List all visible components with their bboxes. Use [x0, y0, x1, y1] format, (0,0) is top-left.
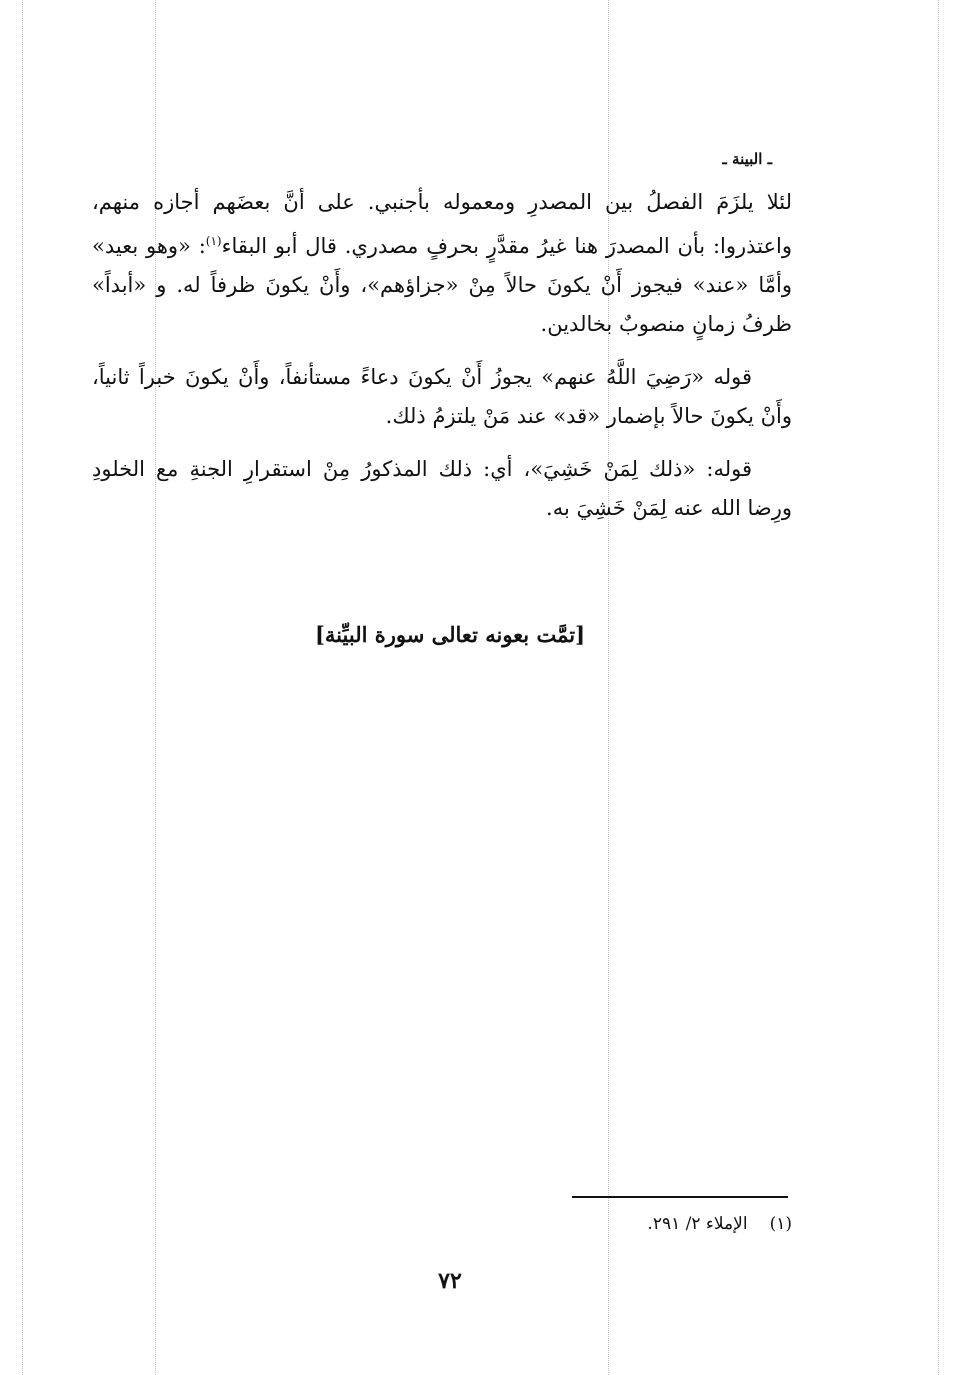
footnote — [647, 1214, 792, 1234]
footnote-text: الإملاء ٢/ ٢٩١. — [647, 1214, 748, 1234]
surah-closing-line: [تمَّت بعونه تعالى سورة البيِّنة] — [314, 622, 586, 647]
paragraph-2: قوله «رَضِيَ اللَّهُ عنهم» يجوزُ أَنْ يكونَ دعاءً مستأنفاً، وأَنْ يكونَ خبراً ثانياً، وأَنْ يكونَ حالاً بإضمار «قد» عند مَنْ يلتزمُ ذلك. — [92, 365, 792, 428]
footnote-divider — [572, 1196, 788, 1198]
scan-guide-line — [938, 0, 939, 1375]
scan-guide-line — [22, 0, 23, 1375]
paragraph-1-text-a: لئلا يلزَمَ الفصلُ بين المصدرِ ومعموله بأجنبي. على أنَّ بعضَهم أجازه منهم، واعتذروا: بأن المصدرَ هنا غيرُ مقدَّرٍ بحرفٍ مصدري. قال أبو البقاء — [92, 190, 793, 258]
page-number: ٧٢ — [438, 1268, 462, 1294]
paragraph-1-text-b: : «وهو بعيد» وأمَّا «عند» فيجوز أَنْ يكونَ حالاً مِنْ «جزاؤهم»، وأَنْ يكونَ ظرفاً له. و «أبداً» ظرفُ زمانٍ منصوبٌ بخالدين. — [92, 234, 792, 336]
footnote-reference: (١) — [205, 234, 222, 248]
running-head: ـ البينة ـ — [722, 150, 772, 168]
footnote-number: (١) — [769, 1214, 792, 1234]
paragraph-1 — [92, 183, 792, 344]
body-text — [92, 183, 792, 542]
paragraph-3: قوله: «ذلك لِمَنْ خَشِيَ»، أي: ذلك المذكورُ مِنْ استقرارِ الجنةِ مع الخلودِ ورِضا الله عنه لِمَنْ خَشِيَ به. — [92, 457, 792, 520]
